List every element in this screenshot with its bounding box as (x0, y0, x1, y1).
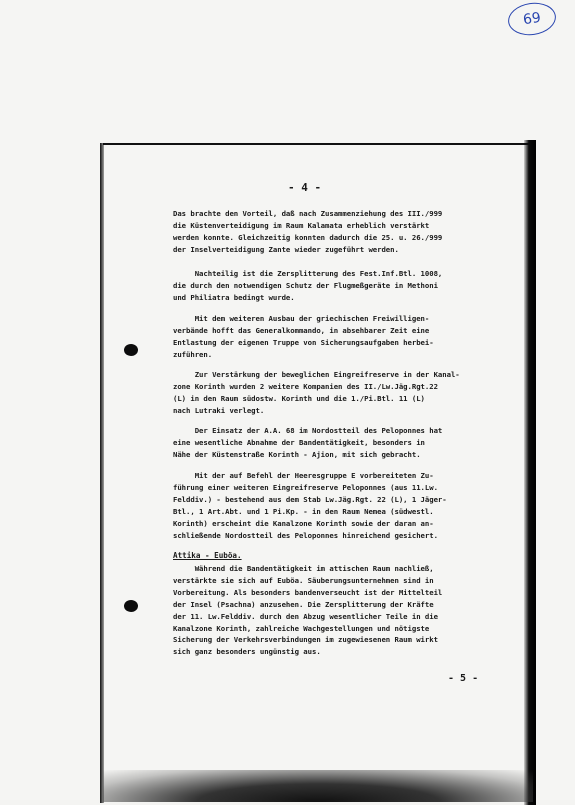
paragraph-2: Nachteilig ist die Zersplitterung des Fest.Inf.Btl. 1008, die durch den notwendigen Schutz der Flugmeßgeräte in Methoni und Philiatra bedingt wurde. (173, 269, 443, 302)
folio-stamp: 69 (506, 0, 558, 38)
page-number-top: - 4 - (288, 181, 322, 194)
scan-shadow-top (103, 143, 533, 153)
section-heading: Attika - Euböa. (173, 551, 242, 560)
punch-hole-bottom (124, 600, 138, 612)
paragraph-6: Mit der auf Befehl der Heeresgruppe E vorbereiteten Zu- führung einer weiteren Eingreifreserve Peloponnes (aus 11.Lw. Felddiv.) - bestehend aus dem Stab Lw.Jäg.Rgt. 22 (L), 1 Jäger- Btl., 1 Art.Abt. und 1 Pi.Kp. - in den Raum Nemea (südwestl. Korinth) erscheint die Kanalzone Korinth sowie der daran an- schließende Nordostteil des Peloponnes hinreichend gesichert. (173, 471, 447, 540)
paragraph-1: Das brachte den Vorteil, daß nach Zusammenziehung des III./999 die Küstenverteidigung im Raum Kalamata erheblich verstärkt werden konnte. Gleichzeitig konnten dadurch die 25. u. 26./999 der Inselverteidigung Zante wieder zugeführt werden. (173, 209, 443, 254)
paragraph-3: Mit dem weiteren Ausbau der griechischen Freiwilligen- verbände hofft das Generalkommando, in absehbarer Zeit eine Entlastung der eigenen Truppe von Sicherungsaufgaben herbei- zuführen. (173, 314, 434, 359)
scan-shadow-right (524, 140, 536, 805)
scan-shadow-bottom (103, 770, 533, 802)
section-paragraph: Während die Bandentätigkeit im attischen Raum nachließ, verstärkte sie sich auf Euböa. Säuberungsunternehmen sind in Vorbereitung. Als besonders bandenverseucht ist der Mittelteil der Insel (Psachna) anzusehen. Die Zersplitterung der Kräfte der 11. Lw.Felddiv. durch den Abzug wesentlicher Teile in die Kanalzone Korinth, zahlreiche Wachgestellungen und nötigste Sicherung der Verkehrsverbindungen im zugewiesenen Raum wirkt sich ganz besonders ungünstig aus. (173, 564, 443, 657)
scan-shadow-left (100, 143, 104, 803)
page-number-bottom: - 5 - (448, 673, 479, 684)
paragraph-5: Der Einsatz der A.A. 68 im Nordostteil des Peloponnes hat eine wesentliche Abnahme der Bandentätigkeit, besonders in Nähe der Küstenstraße Korinth - Ajion, mit sich gebracht. (173, 426, 443, 459)
punch-hole-top (124, 344, 138, 356)
paragraph-4: Zur Verstärkung der beweglichen Eingreifreserve in der Kanal- zone Korinth wurden 2 weitere Kompanien des II./Lw.Jäg.Rgt.22 (L) in den Raum südostw. Korinth und die 1./Pi.Btl. 11 (L) nach Lutraki verlegt. (173, 370, 460, 415)
